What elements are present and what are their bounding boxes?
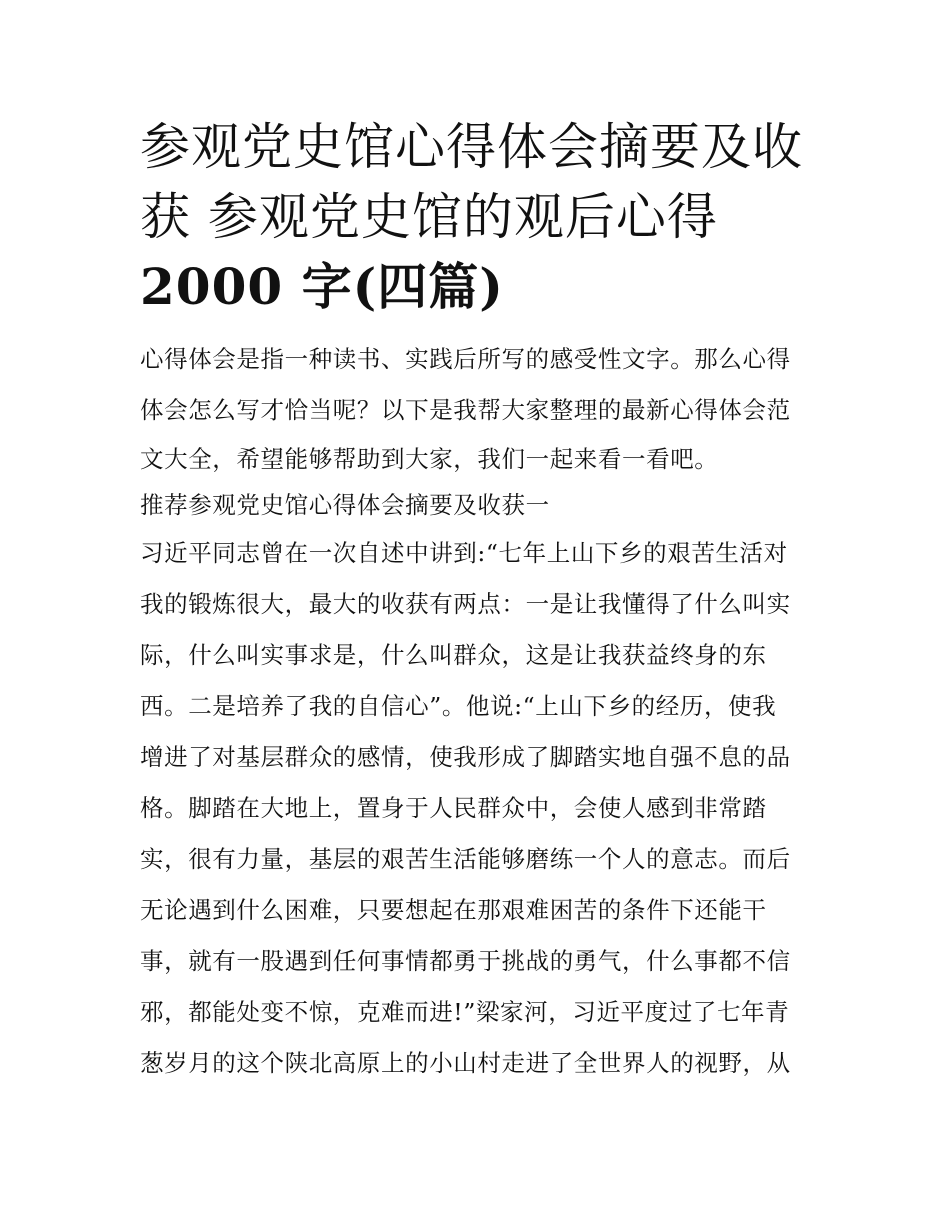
text-line: 西。二是培养了我的自信心”。他说:“上山下乡的经历，使我 — [140, 692, 777, 720]
text-line: 邪，都能处变不惊，克难而进!”梁家河，习近平度过了七年青 — [140, 998, 790, 1026]
text-line: 增进了对基层群众的感情，使我形成了脚踏实地自强不息的品 — [140, 743, 791, 771]
section-subheading: 推荐参观党史馆心得体会摘要及收获一 — [140, 491, 550, 519]
text-line: 际，什么叫实事求是，什么叫群众，这是让我获益终身的东 — [140, 641, 767, 669]
title-line: 2000 字(四篇) — [140, 257, 504, 316]
text-line: 心得体会是指一种读书、实践后所写的感受性文字。那么心得 — [140, 345, 791, 373]
body-paragraph — [140, 528, 820, 1089]
document-title — [140, 112, 820, 322]
title-line: 参观党史馆心得体会摘要及收 — [140, 118, 803, 176]
text-line: 葱岁月的这个陕北高原上的小山村走进了全世界人的视野，从 — [140, 1049, 791, 1077]
text-line: 实，很有力量，基层的艰苦生活能够磨练一个人的意志。而后 — [140, 845, 791, 873]
text-line: 文大全，希望能够帮助到大家，我们一起来看一看吧。 — [140, 445, 719, 473]
title-line: 获 参观党史馆的观后心得 — [140, 188, 718, 246]
text-line: 习近平同志曾在一次自述中讲到:“七年上山下乡的艰苦生活对 — [140, 539, 788, 567]
text-line: 格。脚踏在大地上，置身于人民群众中，会使人感到非常踏 — [140, 794, 767, 822]
text-line: 无论遇到什么困难，只要想起在那艰难困苦的条件下还能干 — [140, 896, 767, 924]
text-line: 事，就有一股遇到任何事情都勇于挑战的勇气，什么事都不信 — [140, 947, 791, 975]
intro-paragraph — [140, 334, 820, 482]
text-line: 体会怎么写才恰当呢？以下是我帮大家整理的最新心得体会范 — [140, 396, 791, 424]
document-page — [140, 112, 820, 1089]
text-line: 我的锻炼很大，最大的收获有两点：一是让我懂得了什么叫实 — [140, 590, 791, 618]
